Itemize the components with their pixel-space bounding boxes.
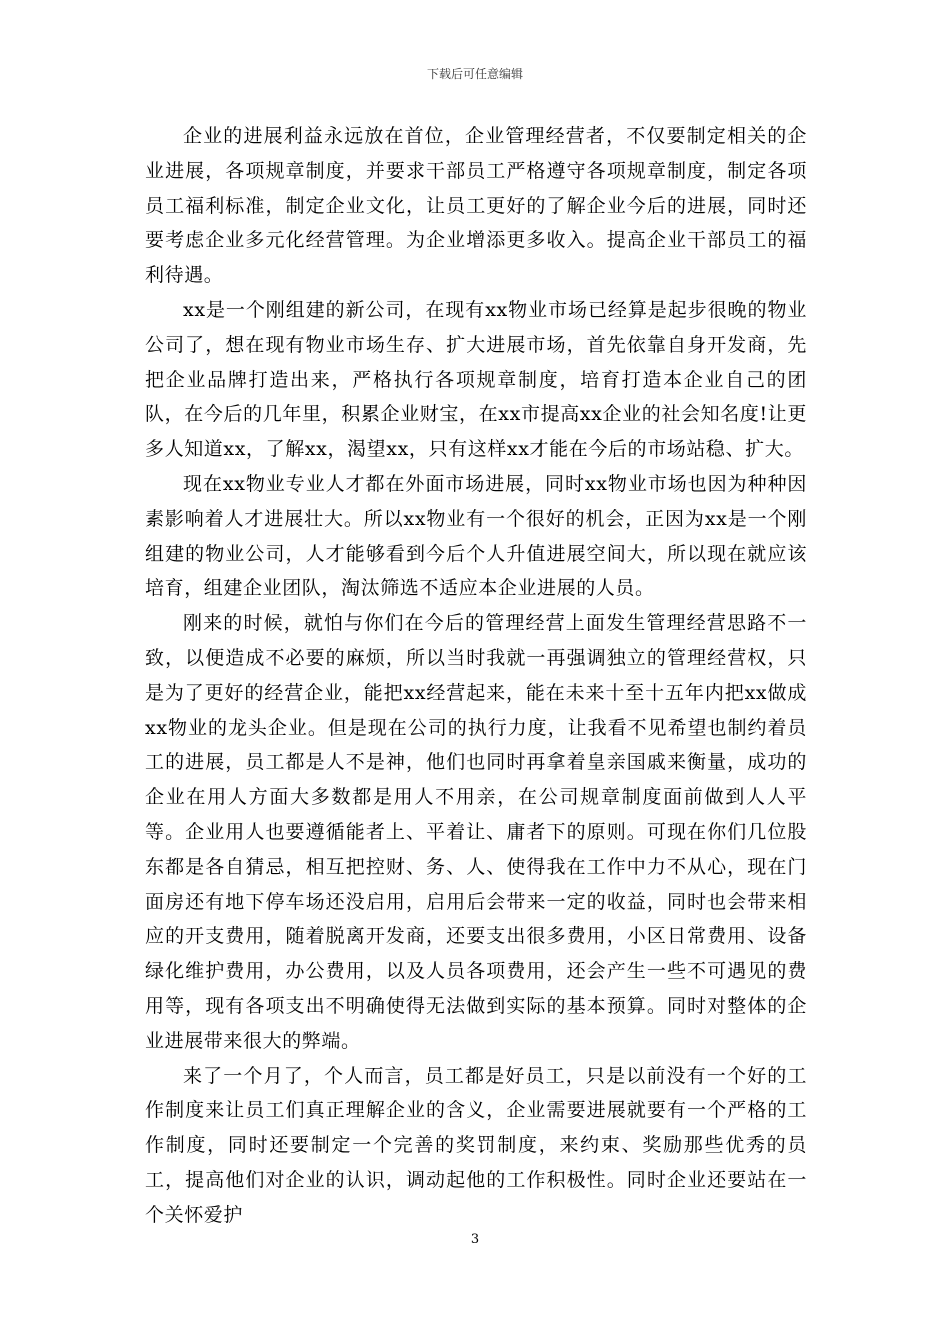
- page-header: 下载后可任意编辑: [426, 67, 523, 81]
- paragraph-3: 现在xx物业专业人才都在外面市场进展，同时xx物业市场也因为种种因素影响着人才进展壮大。所以xx物业有一个很好的机会，正因为xx是一个刚组建的物业公司，人才能够看到今后个人升值进展空间大，所以现在就应该培育，组建企业团队，淘汰筛选不适应本企业进展的人员。: [145, 472, 807, 600]
- paragraph-2: xx是一个刚组建的新公司，在现有xx物业市场已经算是起步很晚的物业公司了，想在现有物业市场生存、扩大进展市场，首先依靠自身开发商，先把企业品牌打造出来，严格执行各项规章制度，培育打造本企业自己的团队，在今后的几年里，积累企业财宝，在xx市提高xx企业的社会知名度!让更多人知道xx，了解xx，渴望xx，只有这样xx才能在今后的市场站稳、扩大。: [145, 298, 807, 461]
- page-number: 3: [470, 1232, 480, 1247]
- document-body: [145, 119, 807, 1233]
- paragraph-5: 来了一个月了，个人而言，员工都是好员工，只是以前没有一个好的工作制度来让员工们真正理解企业的含义，企业需要进展就要有一个严格的工作制度，同时还要制定一个完善的奖罚制度，来约束、奖励那些优秀的员工，提高他们对企业的认识，调动起他的工作积极性。同时企业还要站在一个关怀爱护: [145, 1064, 807, 1226]
- paragraph-4: 刚来的时候，就怕与你们在今后的管理经营上面发生管理经营思路不一致，以便造成不必要的麻烦，所以当时我就一再强调独立的管理经营权，只是为了更好的经营企业，能把xx经营起来，能在未来十至十五年内把xx做成xx物业的龙头企业。但是现在公司的执行力度，让我看不见希望也制约着员工的进展，员工都是人不是神，他们也同时再拿着皇亲国戚来衡量，成功的企业在用人方面大多数都是用人不用亲，在公司规章制度面前做到人人平等。企业用人也要遵循能者上、平着让、庸者下的原则。可现在你们几位股东都是各自猜忌，相互把控财、务、人、使得我在工作中力不从心，现在门面房还有地下停车场还没启用，启用后会带来一定的收益，同时也会带来相应的开支费用，随着脱离开发商，还要支出很多费用，小区日常费用、设备绿化维护费用，办公费用，以及人员各项费用，还会产生一些不可遇见的费用等，现有各项支出不明确使得无法做到实际的基本预算。同时对整体的企业进展带来很大的弊端。: [145, 612, 807, 1052]
- paragraph-1: 企业的进展利益永远放在首位，企业管理经营者，不仅要制定相关的企业进展，各项规章制度，并要求干部员工严格遵守各项规章制度，制定各项员工福利标准，制定企业文化，让员工更好的了解企业今后的进展，同时还要考虑企业多元化经营管理。为企业增添更多收入。提高企业干部员工的福利待遇。: [145, 125, 807, 287]
